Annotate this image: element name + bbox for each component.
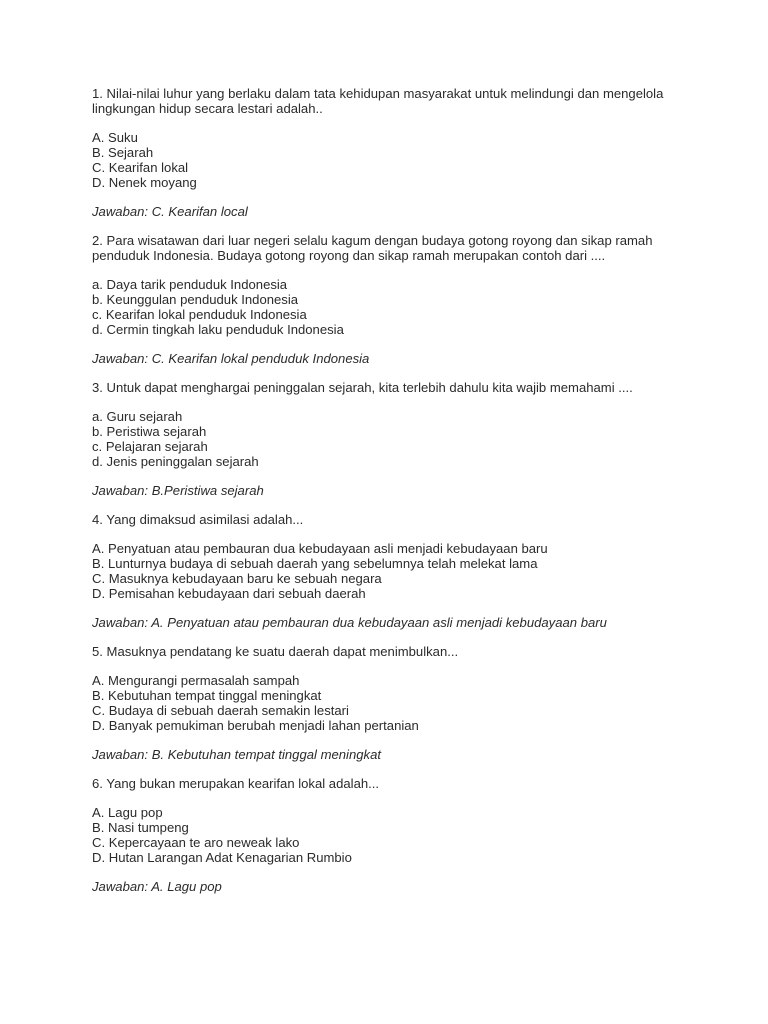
answer-text: Jawaban: C. Kearifan lokal penduduk Indonesia bbox=[92, 351, 370, 366]
option-item: B. Kebutuhan tempat tinggal meningkat bbox=[92, 688, 322, 703]
option-item: D. Banyak pemukiman berubah menjadi lahan pertanian bbox=[92, 718, 419, 733]
question-5 bbox=[92, 644, 692, 762]
option-item: D. Nenek moyang bbox=[92, 175, 197, 190]
answer-text: Jawaban: C. Kearifan local bbox=[92, 204, 248, 219]
option-item: a. Daya tarik penduduk Indonesia bbox=[92, 277, 288, 292]
option-item: C. Masuknya kebudayaan baru ke sebuah negara bbox=[92, 571, 382, 586]
option-item: D. Hutan Larangan Adat Kenagarian Rumbio bbox=[92, 850, 352, 865]
option-item: C. Kearifan lokal bbox=[92, 160, 189, 175]
option-list bbox=[92, 673, 692, 733]
option-item: A. Penyatuan atau pembauran dua kebudayaan asli menjadi kebudayaan baru bbox=[92, 541, 548, 556]
option-list bbox=[92, 541, 692, 601]
question-1 bbox=[92, 86, 692, 219]
question-4 bbox=[92, 512, 692, 630]
option-item: A. Lagu pop bbox=[92, 805, 163, 820]
option-item: c. Pelajaran sejarah bbox=[92, 439, 208, 454]
question-text: 1. Nilai-nilai luhur yang berlaku dalam tata kehidupan masyarakat untuk melindungi dan mengelola lingkungan hidup secara lestari adalah.. bbox=[92, 86, 664, 116]
question-text: 3. Untuk dapat menghargai peninggalan sejarah, kita terlebih dahulu kita wajib memahami .... bbox=[92, 380, 633, 395]
document-page bbox=[92, 86, 692, 908]
option-item: d. Cermin tingkah laku penduduk Indonesia bbox=[92, 322, 344, 337]
answer-text: Jawaban: B. Kebutuhan tempat tinggal meningkat bbox=[92, 747, 381, 762]
question-2 bbox=[92, 233, 692, 366]
option-item: A. Mengurangi permasalah sampah bbox=[92, 673, 300, 688]
option-item: C. Budaya di sebuah daerah semakin lestari bbox=[92, 703, 349, 718]
option-item: a. Guru sejarah bbox=[92, 409, 183, 424]
question-6 bbox=[92, 776, 692, 894]
answer-text: Jawaban: B.Peristiwa sejarah bbox=[92, 483, 264, 498]
option-item: C. Kepercayaan te aro neweak lako bbox=[92, 835, 300, 850]
option-item: d. Jenis peninggalan sejarah bbox=[92, 454, 259, 469]
option-list bbox=[92, 130, 692, 190]
option-item: b. Keunggulan penduduk Indonesia bbox=[92, 292, 299, 307]
question-text: 2. Para wisatawan dari luar negeri selalu kagum dengan budaya gotong royong dan sikap ramah penduduk Indonesia. Budaya gotong royong dan sikap ramah merupakan contoh dari .... bbox=[92, 233, 653, 263]
option-list bbox=[92, 805, 692, 865]
option-item: c. Kearifan lokal penduduk Indonesia bbox=[92, 307, 307, 322]
question-text: 6. Yang bukan merupakan kearifan lokal adalah... bbox=[92, 776, 380, 791]
question-3 bbox=[92, 380, 692, 498]
answer-text: Jawaban: A. Lagu pop bbox=[92, 879, 222, 894]
option-item: A. Suku bbox=[92, 130, 138, 145]
answer-text: Jawaban: A. Penyatuan atau pembauran dua kebudayaan asli menjadi kebudayaan baru bbox=[92, 615, 607, 630]
option-item: b. Peristiwa sejarah bbox=[92, 424, 207, 439]
option-item: B. Nasi tumpeng bbox=[92, 820, 189, 835]
option-list bbox=[92, 409, 692, 469]
option-list bbox=[92, 277, 692, 337]
question-text: 5. Masuknya pendatang ke suatu daerah dapat menimbulkan... bbox=[92, 644, 459, 659]
option-item: B. Lunturnya budaya di sebuah daerah yang sebelumnya telah melekat lama bbox=[92, 556, 538, 571]
option-item: B. Sejarah bbox=[92, 145, 154, 160]
question-text: 4. Yang dimaksud asimilasi adalah... bbox=[92, 512, 304, 527]
option-item: D. Pemisahan kebudayaan dari sebuah daerah bbox=[92, 586, 366, 601]
